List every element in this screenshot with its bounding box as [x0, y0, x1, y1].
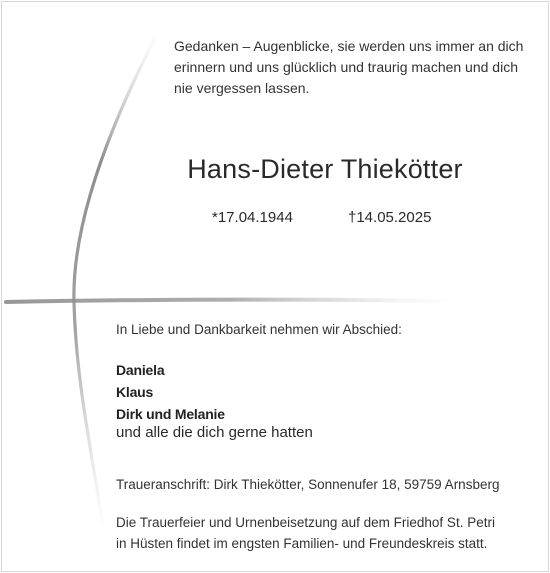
farewell-intro: In Liebe und Dankbarkeit nehmen wir Abschied: — [116, 322, 402, 337]
ceremony-notice — [116, 512, 536, 554]
motto-line: erinnern und uns glücklich und traurig machen und dich — [174, 59, 518, 75]
mourning-address: Traueranschrift: Dirk Thiekötter, Sonnenufer 18, 59759 Arnsberg — [116, 477, 500, 492]
deceased-name: Hans-Dieter Thiekötter — [187, 154, 463, 184]
closing-line: und alle die dich gerne hatten — [116, 424, 313, 441]
mourners-list — [116, 359, 225, 425]
ceremony-line: Die Trauerfeier und Urnenbeisetzung auf dem Friedhof St. Petri — [116, 515, 495, 530]
motto-line: nie vergessen lassen. — [174, 80, 310, 96]
cross-vertical-stroke — [74, 40, 154, 522]
motto-line: Gedanken – Augenblicke, sie werden uns immer an dich — [174, 38, 524, 54]
mourner-name: Dirk und Melanie — [116, 406, 225, 422]
ceremony-line: in Hüsten findet im engsten Familien- und Freundeskreis statt. — [116, 536, 488, 551]
obituary-card — [1, 1, 549, 572]
cross-horizontal-stroke — [6, 300, 452, 302]
motto-text — [174, 36, 534, 99]
birth-date: *17.04.1944 — [212, 209, 293, 226]
mourner-name: Klaus — [116, 384, 154, 400]
death-date: †14.05.2025 — [348, 209, 432, 226]
mourner-name: Daniela — [116, 362, 165, 378]
